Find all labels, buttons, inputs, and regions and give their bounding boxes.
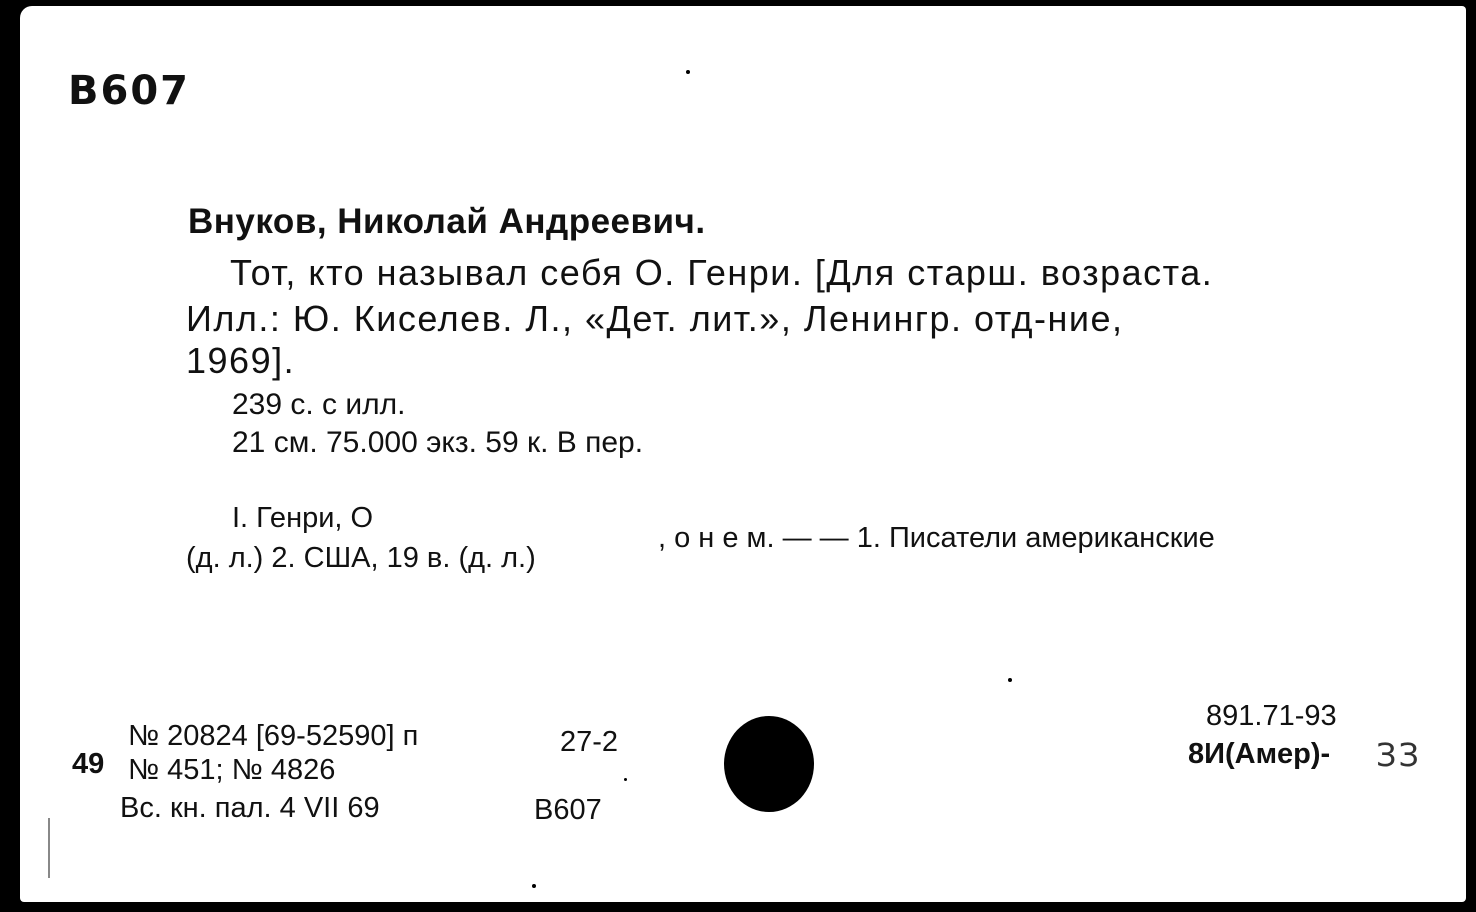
book-chamber-line: Вс. кн. пал. 4 VII 69 xyxy=(120,792,380,824)
speck xyxy=(624,778,627,781)
bbk-code: 8И(Амер)- xyxy=(1188,738,1331,770)
speck xyxy=(1008,678,1012,682)
speck xyxy=(686,70,690,74)
subject-line-2: (д. л.) 2. США, 19 в. (д. л.) xyxy=(186,542,536,574)
catalog-card xyxy=(20,6,1466,902)
handwritten-shelf-code: B607 xyxy=(68,68,190,114)
collation-size-price: 21 см. 75.000 экз. 59 к. В пер. xyxy=(232,426,644,459)
handwritten-mark: ЗЗ xyxy=(1376,736,1422,774)
number-prefix: 49 xyxy=(72,748,105,780)
numbers-line: № 451; № 4826 xyxy=(128,754,336,786)
edge-mark xyxy=(48,818,50,878)
speck xyxy=(532,884,536,888)
title-line-3: 1969]. xyxy=(186,340,296,381)
udc-code: 891.71-93 xyxy=(1206,700,1337,732)
subject-line-1-right: , о н е м. — — 1. Писатели американские xyxy=(658,522,1215,554)
book-chamber-code: В607 xyxy=(534,794,602,826)
title-line-2: Илл.: Ю. Киселев. Л., «Дет. лит.», Ленингр. отд-ние, xyxy=(186,298,1124,339)
punch-hole xyxy=(724,716,814,812)
author-heading: Внуков, Николай Андреевич. xyxy=(188,202,706,241)
record-code: 27-2 xyxy=(560,726,619,758)
collation-pages: 239 с. с илл. xyxy=(232,388,406,421)
title-line-1: Тот, кто называл себя О. Генри. [Для старш. возраста. xyxy=(230,252,1214,293)
record-number-line: № 20824 [69-52590] п xyxy=(128,720,419,752)
subject-line-1-left: I. Генри, О xyxy=(232,502,374,534)
